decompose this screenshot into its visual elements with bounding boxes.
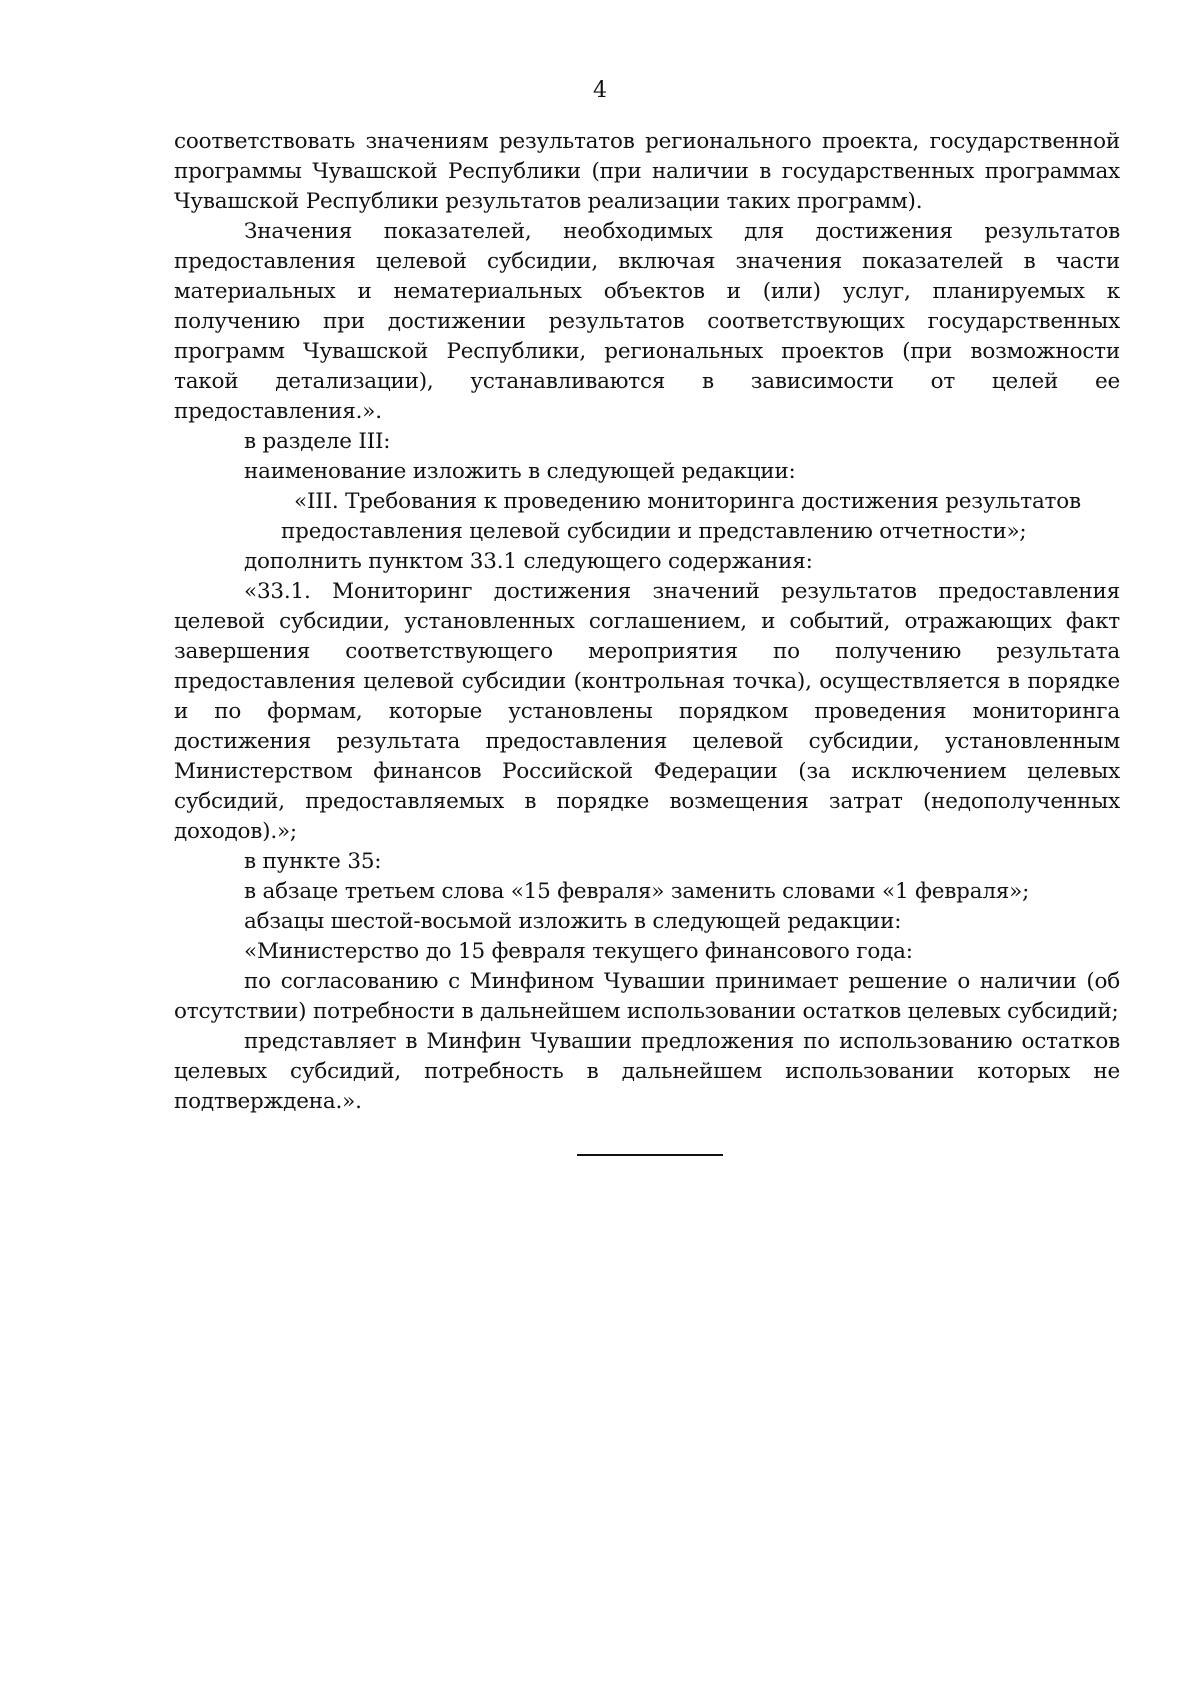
paragraph-indicator-values: Значения показателей, необходимых для достижения результатов предоставления целевой субсидии, включая значения показателей в части материальных и нематериальных объектов и (или) услуг, планируемых к получению при достижении результатов соответствующих государственных программ Чувашской Республики, региональных проектов (при возможности такой детализации), устанавливаются в зависимости от целей ее предоставления.». <box>174 219 1120 424</box>
paragraph-add-item-33-1: дополнить пунктом 33.1 следующего содержания: <box>244 549 813 574</box>
document-body <box>174 127 1120 1117</box>
page-number: 4 <box>593 78 607 103</box>
section-heading-line-1: «III. Требования к проведению мониторинга достижения результатов <box>294 489 1081 514</box>
paragraph-minfin-agreement: по согласованию с Минфином Чувашии принимает решение о наличии (об отсутствии) потребности в дальнейшем использовании остатков целевых субсидий; <box>174 969 1120 1024</box>
paragraph-third-clause: в абзаце третьем слова «15 февраля» заменить словами «1 февраля»; <box>244 879 1030 904</box>
paragraph-item-33-1: «33.1. Мониторинг достижения значений результатов предоставления целевой субсидии, установленных соглашением, и событий, отражающих факт завершения соответствующего мероприятия по получению результата предоставления целевой субсидии (контрольная точка), осуществляется в порядке и по формам, которые установлены порядком проведения мониторинга достижения результата предоставления целевой субсидии, установленным Министерством финансов Российской Федерации (за исключением целевых субсидий, предоставляемых в порядке возмещения затрат (недополученных доходов).»; <box>174 579 1120 844</box>
paragraph-clauses-6-8: абзацы шестой-восьмой изложить в следующей редакции: <box>244 909 902 934</box>
end-divider-line <box>577 1154 723 1156</box>
paragraph-item-35: в пункте 35: <box>244 849 382 874</box>
paragraph-continuation: соответствовать значениям результатов регионального проекта, государственной программы Чувашской Республики (при наличии в государственных программах Чувашской Республики результатов реализации таких программ). <box>174 129 1120 214</box>
paragraph-title-edit: наименование изложить в следующей редакции: <box>244 459 796 484</box>
section-heading-line-2: предоставления целевой субсидии и представлению отчетности»; <box>281 519 1027 544</box>
paragraph-section-iii: в разделе III: <box>244 429 391 454</box>
paragraph-ministry-deadline: «Министерство до 15 февраля текущего финансового года: <box>244 939 913 964</box>
paragraph-minfin-proposals: представляет в Минфин Чувашии предложения по использованию остатков целевых субсидий, потребность в дальнейшем использовании которых не подтверждена.». <box>174 1029 1120 1114</box>
